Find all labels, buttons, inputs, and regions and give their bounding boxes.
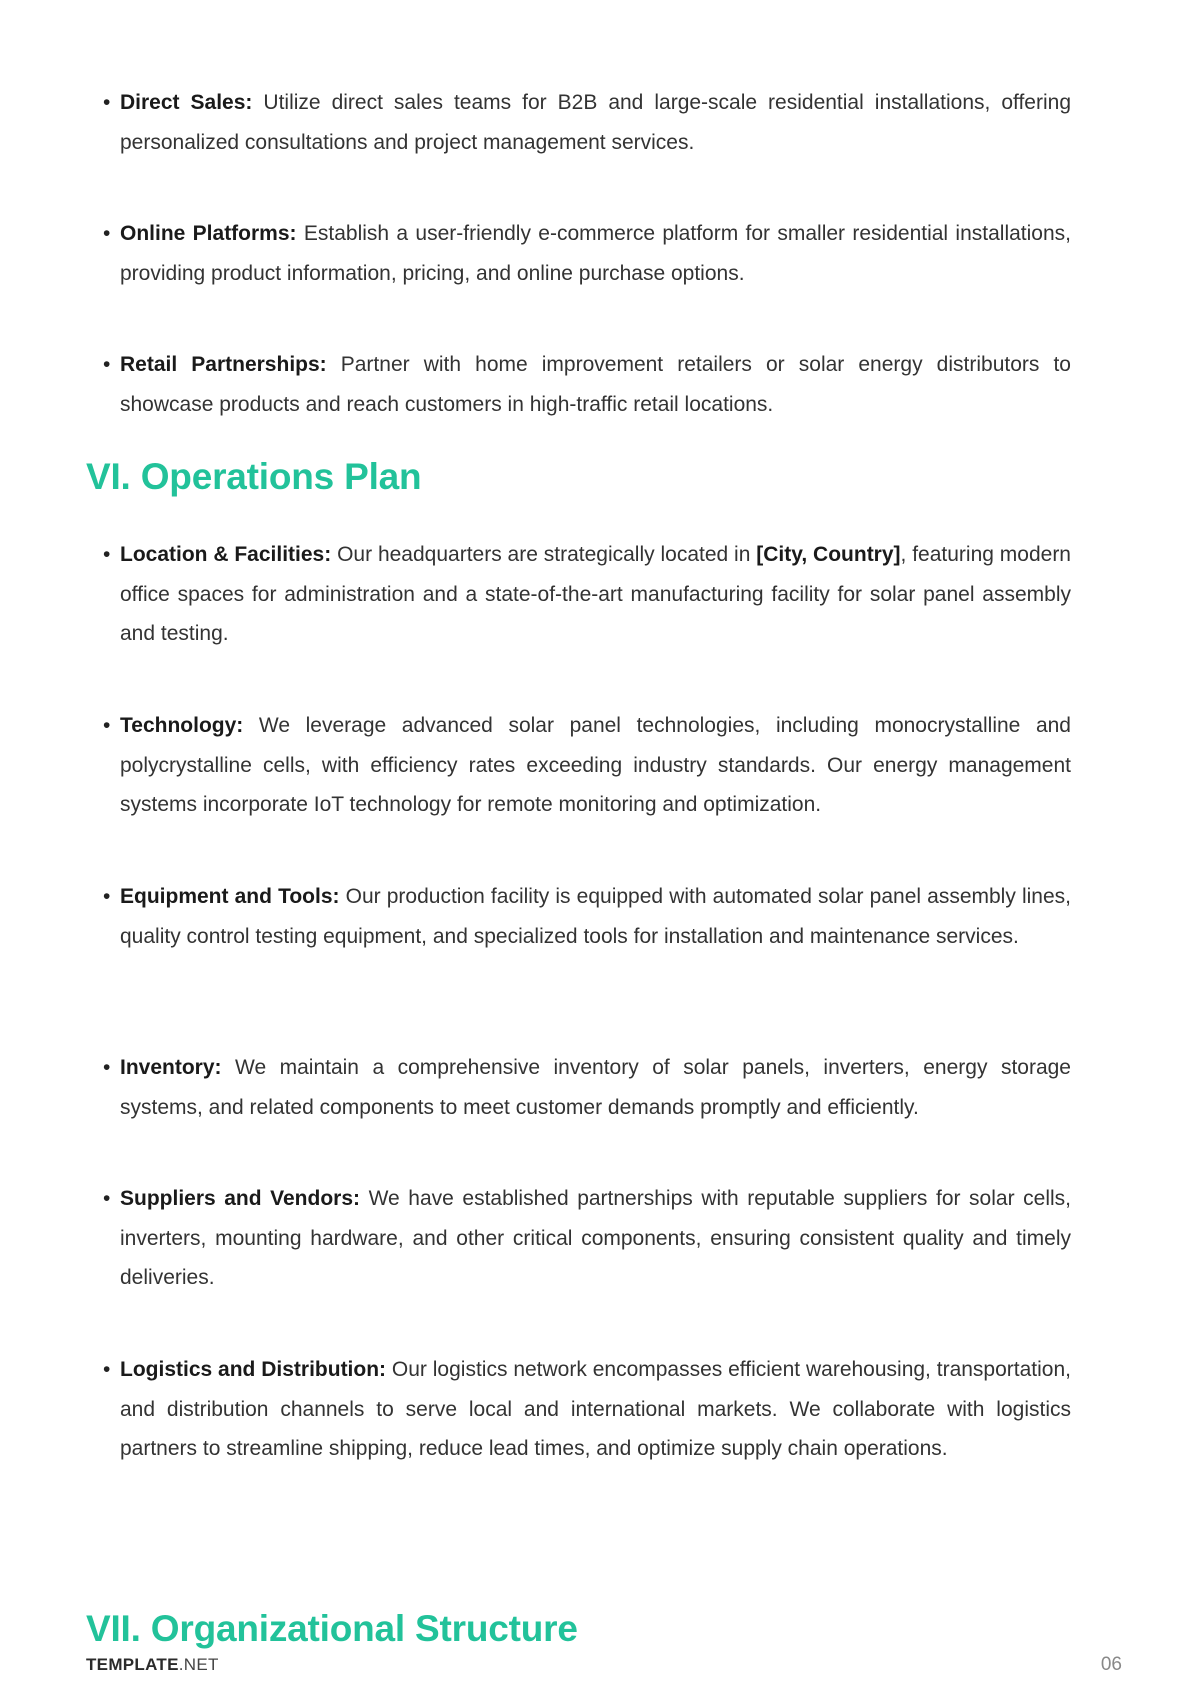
bullet-online-platforms [103,214,1071,293]
bullet-label: Equipment and Tools: [120,885,340,908]
bullet-body [103,214,1071,293]
bullet-dot: • [103,222,111,245]
bullet-dot: • [103,714,111,737]
brand-suffix: .NET [178,1655,219,1674]
bullet-label: Suppliers and Vendors: [120,1187,361,1210]
bullet-suppliers-vendors [103,1179,1071,1298]
bullet-dot: • [103,543,111,566]
bullet-dot: • [103,91,111,114]
bullet-label: Direct Sales: [120,91,253,114]
bullet-text: We leverage advanced solar panel technologies, including monocrystalline and polycrystalline cells, with efficiency rates exceeding industry standards. Our energy management systems incorporate IoT technology for remote monitoring and optimization. [120,714,1071,816]
bullet-text: Utilize direct sales teams for B2B and large-scale residential installations, offering personalized consultations and project management services. [120,91,1072,154]
bullet-label: Logistics and Distribution: [120,1358,387,1381]
bullet-technology [103,706,1071,825]
bullet-body [103,535,1071,654]
bullet-dot: • [103,1358,111,1381]
bullet-text: Our headquarters are strategically located in [337,543,751,566]
bullet-label: Technology: [120,714,244,737]
bullet-text-continued: , featuring modern office spaces for administration and a state-of-the-art manufacturing facility for solar panel assembly and testing. [120,543,1071,645]
bullet-equipment-tools [103,877,1071,956]
bullet-text: Our production facility is equipped with automated solar panel assembly lines, quality control testing equipment, and specialized tools for installation and maintenance services. [120,885,1071,948]
bullet-retail-partnerships [103,345,1071,424]
bullet-text: Our logistics network encompasses efficient warehousing, transportation, and distribution channels to serve local and international markets. We collaborate with logistics partners to streamline shipping, reduce lead times, and optimize supply chain operations. [120,1358,1071,1460]
bullet-inventory [103,1048,1071,1127]
section-heading-organizational-structure: VII. Organizational Structure [86,1608,578,1649]
page-number: 06 [1100,1654,1122,1675]
bullet-direct-sales [103,83,1071,162]
bullet-dot: • [103,1187,111,1210]
bullet-body [103,83,1071,162]
bullet-text: We have established partnerships with reputable suppliers for solar cells, inverters, mounting hardware, and other critical components, ensuring consistent quality and timely deliveries. [120,1187,1071,1289]
bullet-text: We maintain a comprehensive inventory of solar panels, inverters, energy storage systems, and related components to meet customer demands promptly and efficiently. [120,1056,1071,1119]
bullet-body [103,345,1071,424]
bullet-body [103,1048,1071,1127]
bullet-logistics-distribution [103,1350,1071,1469]
bullet-text: Partner with home improvement retailers or solar energy distributors to showcase products and reach customers in high-traffic retail locations. [120,353,1071,416]
bullet-body [103,1179,1071,1298]
bullet-label: Inventory: [120,1056,222,1079]
bullet-dot: • [103,885,111,908]
bullet-body [103,1350,1071,1469]
bullet-dot: • [103,1056,111,1079]
bullet-text: Establish a user-friendly e-commerce platform for smaller residential installations, providing product information, pricing, and online purchase options. [120,222,1071,285]
bullet-label: Location & Facilities: [120,543,332,566]
bullet-location-facilities [103,535,1071,654]
footer-brand-logo [86,1655,219,1675]
bullet-label: Online Platforms: [120,222,297,245]
brand-wordmark: TEMPLATE [86,1655,179,1674]
section-heading-operations-plan: VI. Operations Plan [86,456,422,497]
bullet-body [103,706,1071,825]
location-placeholder: [City, Country] [756,543,901,566]
bullet-body [103,877,1071,956]
bullet-dot: • [103,353,111,376]
bullet-label: Retail Partnerships: [120,353,327,376]
